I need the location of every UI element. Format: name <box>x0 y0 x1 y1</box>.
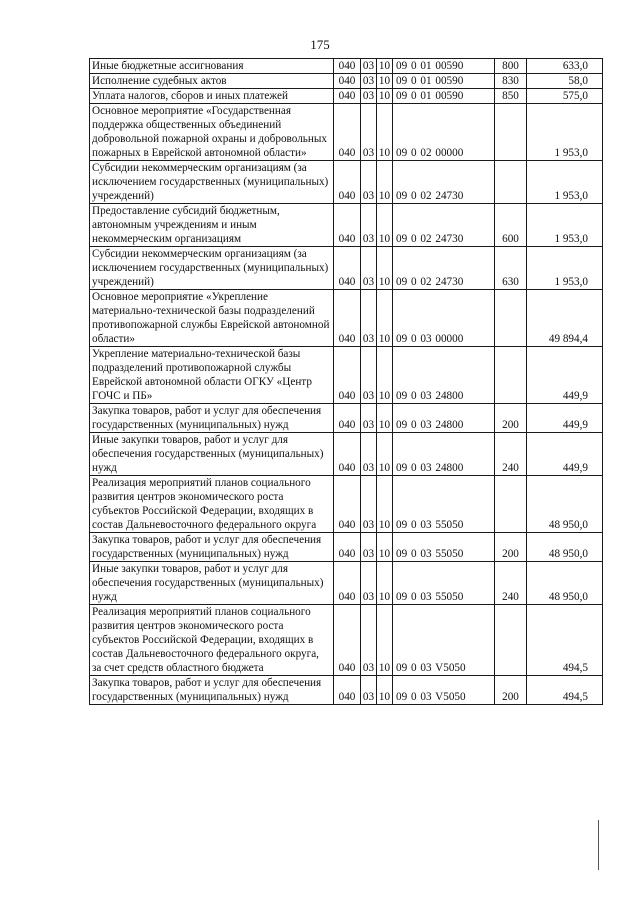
target-article-cell: 09 0 02 24730 <box>393 161 495 204</box>
expense-name-cell: Предоставление субсидий бюджетным, автономным учреждениям и иным некоммерческим организациям <box>90 204 334 247</box>
target-article-cell: 09 0 03 55050 <box>393 562 495 605</box>
expense-name-cell: Иные закупки товаров, работ и услуг для обеспечения государственных (муниципальных) нужд <box>90 433 334 476</box>
table-row <box>90 74 603 89</box>
section-code-cell: 03 <box>361 605 377 676</box>
ved-code-cell: 040 <box>334 404 361 433</box>
amount-cell: 633,0 <box>527 59 603 74</box>
section-code-cell: 03 <box>361 433 377 476</box>
ved-code-cell: 040 <box>334 59 361 74</box>
expense-name-cell: Иные бюджетные ассигнования <box>90 59 334 74</box>
target-article-cell: 09 0 03 55050 <box>393 533 495 562</box>
expense-name-cell: Закупка товаров, работ и услуг для обеспечения государственных (муниципальных) нужд <box>90 404 334 433</box>
table-row <box>90 247 603 290</box>
amount-cell: 575,0 <box>527 89 603 104</box>
expense-type-cell: 600 <box>495 204 527 247</box>
amount-cell: 1 953,0 <box>527 104 603 161</box>
expense-name-cell: Закупка товаров, работ и услуг для обеспечения государственных (муниципальных) нужд <box>90 533 334 562</box>
target-article-cell: 09 0 02 24730 <box>393 204 495 247</box>
expense-type-cell: 240 <box>495 433 527 476</box>
section-code-cell: 03 <box>361 533 377 562</box>
amount-cell: 494,5 <box>527 605 603 676</box>
subsection-code-cell: 10 <box>377 59 393 74</box>
budget-table <box>89 58 603 705</box>
table-row <box>90 476 603 533</box>
expense-name-cell: Исполнение судебных актов <box>90 74 334 89</box>
section-code-cell: 03 <box>361 204 377 247</box>
expense-name-cell: Иные закупки товаров, работ и услуг для обеспечения государственных (муниципальных) нужд <box>90 562 334 605</box>
expense-name-cell: Реализация мероприятий планов социального развития центров экономического роста субъектов Российской Федерации, входящих в состав Дальневосточного федерального округа, за счет средств областного бюджета <box>90 605 334 676</box>
expense-type-cell: 850 <box>495 89 527 104</box>
ved-code-cell: 040 <box>334 562 361 605</box>
table-row <box>90 562 603 605</box>
amount-cell: 1 953,0 <box>527 247 603 290</box>
ved-code-cell: 040 <box>334 605 361 676</box>
expense-type-cell: 200 <box>495 533 527 562</box>
subsection-code-cell: 10 <box>377 74 393 89</box>
amount-cell: 449,9 <box>527 433 603 476</box>
table-row <box>90 676 603 705</box>
table-row <box>90 204 603 247</box>
subsection-code-cell: 10 <box>377 290 393 347</box>
ved-code-cell: 040 <box>334 89 361 104</box>
target-article-cell: 09 0 01 00590 <box>393 74 495 89</box>
subsection-code-cell: 10 <box>377 533 393 562</box>
section-code-cell: 03 <box>361 476 377 533</box>
table-body <box>90 59 603 705</box>
ved-code-cell: 040 <box>334 476 361 533</box>
amount-cell: 49 894,4 <box>527 290 603 347</box>
subsection-code-cell: 10 <box>377 562 393 605</box>
amount-cell: 48 950,0 <box>527 562 603 605</box>
expense-name-cell: Уплата налогов, сборов и иных платежей <box>90 89 334 104</box>
amount-cell: 58,0 <box>527 74 603 89</box>
amount-cell: 449,9 <box>527 404 603 433</box>
amount-cell: 48 950,0 <box>527 476 603 533</box>
expense-name-cell: Укрепление материально-технической базы подразделений противопожарной службы Еврейской автономной области ОГКУ «Центр ГОЧС и ПБ» <box>90 347 334 404</box>
expense-name-cell: Закупка товаров, работ и услуг для обеспечения государственных (муниципальных) нужд <box>90 676 334 705</box>
page-number: 175 <box>310 37 330 52</box>
amount-cell: 494,5 <box>527 676 603 705</box>
subsection-code-cell: 10 <box>377 204 393 247</box>
ved-code-cell: 040 <box>334 433 361 476</box>
ved-code-cell: 040 <box>334 347 361 404</box>
ved-code-cell: 040 <box>334 676 361 705</box>
subsection-code-cell: 10 <box>377 404 393 433</box>
section-code-cell: 03 <box>361 89 377 104</box>
subsection-code-cell: 10 <box>377 676 393 705</box>
amount-cell: 1 953,0 <box>527 161 603 204</box>
subsection-code-cell: 10 <box>377 104 393 161</box>
expense-type-cell: 830 <box>495 74 527 89</box>
section-code-cell: 03 <box>361 247 377 290</box>
table-row <box>90 290 603 347</box>
expense-type-cell <box>495 605 527 676</box>
section-code-cell: 03 <box>361 290 377 347</box>
ved-code-cell: 040 <box>334 161 361 204</box>
table-row <box>90 404 603 433</box>
target-article-cell: 09 0 02 24730 <box>393 247 495 290</box>
target-article-cell: 09 0 03 V5050 <box>393 605 495 676</box>
section-code-cell: 03 <box>361 74 377 89</box>
table-row <box>90 59 603 74</box>
expense-type-cell: 240 <box>495 562 527 605</box>
target-article-cell: 09 0 03 24800 <box>393 404 495 433</box>
expense-name-cell: Субсидии некоммерческим организациям (за исключением государственных (муниципальных) учреждений) <box>90 247 334 290</box>
target-article-cell: 09 0 01 00590 <box>393 59 495 74</box>
section-code-cell: 03 <box>361 347 377 404</box>
target-article-cell: 09 0 03 24800 <box>393 347 495 404</box>
section-code-cell: 03 <box>361 104 377 161</box>
table-row <box>90 89 603 104</box>
section-code-cell: 03 <box>361 676 377 705</box>
section-code-cell: 03 <box>361 404 377 433</box>
section-code-cell: 03 <box>361 562 377 605</box>
subsection-code-cell: 10 <box>377 476 393 533</box>
section-code-cell: 03 <box>361 161 377 204</box>
target-article-cell: 09 0 02 00000 <box>393 104 495 161</box>
amount-cell: 449,9 <box>527 347 603 404</box>
amount-cell: 1 953,0 <box>527 204 603 247</box>
subsection-code-cell: 10 <box>377 347 393 404</box>
ved-code-cell: 040 <box>334 74 361 89</box>
subsection-code-cell: 10 <box>377 89 393 104</box>
scan-margin-mark <box>598 820 599 870</box>
amount-cell: 48 950,0 <box>527 533 603 562</box>
expense-type-cell <box>495 161 527 204</box>
ved-code-cell: 040 <box>334 533 361 562</box>
table-row <box>90 433 603 476</box>
target-article-cell: 09 0 03 V5050 <box>393 676 495 705</box>
expense-name-cell: Субсидии некоммерческим организациям (за исключением государственных (муниципальных) учреждений) <box>90 161 334 204</box>
table-row <box>90 104 603 161</box>
target-article-cell: 09 0 01 00590 <box>393 89 495 104</box>
table-row <box>90 161 603 204</box>
target-article-cell: 09 0 03 00000 <box>393 290 495 347</box>
subsection-code-cell: 10 <box>377 433 393 476</box>
subsection-code-cell: 10 <box>377 247 393 290</box>
table-row <box>90 347 603 404</box>
expense-type-cell: 200 <box>495 676 527 705</box>
ved-code-cell: 040 <box>334 104 361 161</box>
ved-code-cell: 040 <box>334 290 361 347</box>
expense-name-cell: Основное мероприятие «Укрепление материально-технической базы подразделений противопожарной службы Еврейской автономной области» <box>90 290 334 347</box>
ved-code-cell: 040 <box>334 204 361 247</box>
expense-name-cell: Основное мероприятие «Государственная поддержка общественных объединений добровольной пожарной охраны и добровольных пожарных в Еврейской автономной области» <box>90 104 334 161</box>
subsection-code-cell: 10 <box>377 605 393 676</box>
expense-type-cell <box>495 104 527 161</box>
expense-type-cell: 200 <box>495 404 527 433</box>
section-code-cell: 03 <box>361 59 377 74</box>
expense-name-cell: Реализация мероприятий планов социального развития центров экономического роста субъектов Российской Федерации, входящих в состав Дальневосточного федерального округа <box>90 476 334 533</box>
ved-code-cell: 040 <box>334 247 361 290</box>
expense-type-cell <box>495 476 527 533</box>
expense-type-cell: 630 <box>495 247 527 290</box>
subsection-code-cell: 10 <box>377 161 393 204</box>
target-article-cell: 09 0 03 24800 <box>393 433 495 476</box>
expense-type-cell <box>495 290 527 347</box>
expense-type-cell: 800 <box>495 59 527 74</box>
expense-type-cell <box>495 347 527 404</box>
target-article-cell: 09 0 03 55050 <box>393 476 495 533</box>
table-row <box>90 605 603 676</box>
table-row <box>90 533 603 562</box>
